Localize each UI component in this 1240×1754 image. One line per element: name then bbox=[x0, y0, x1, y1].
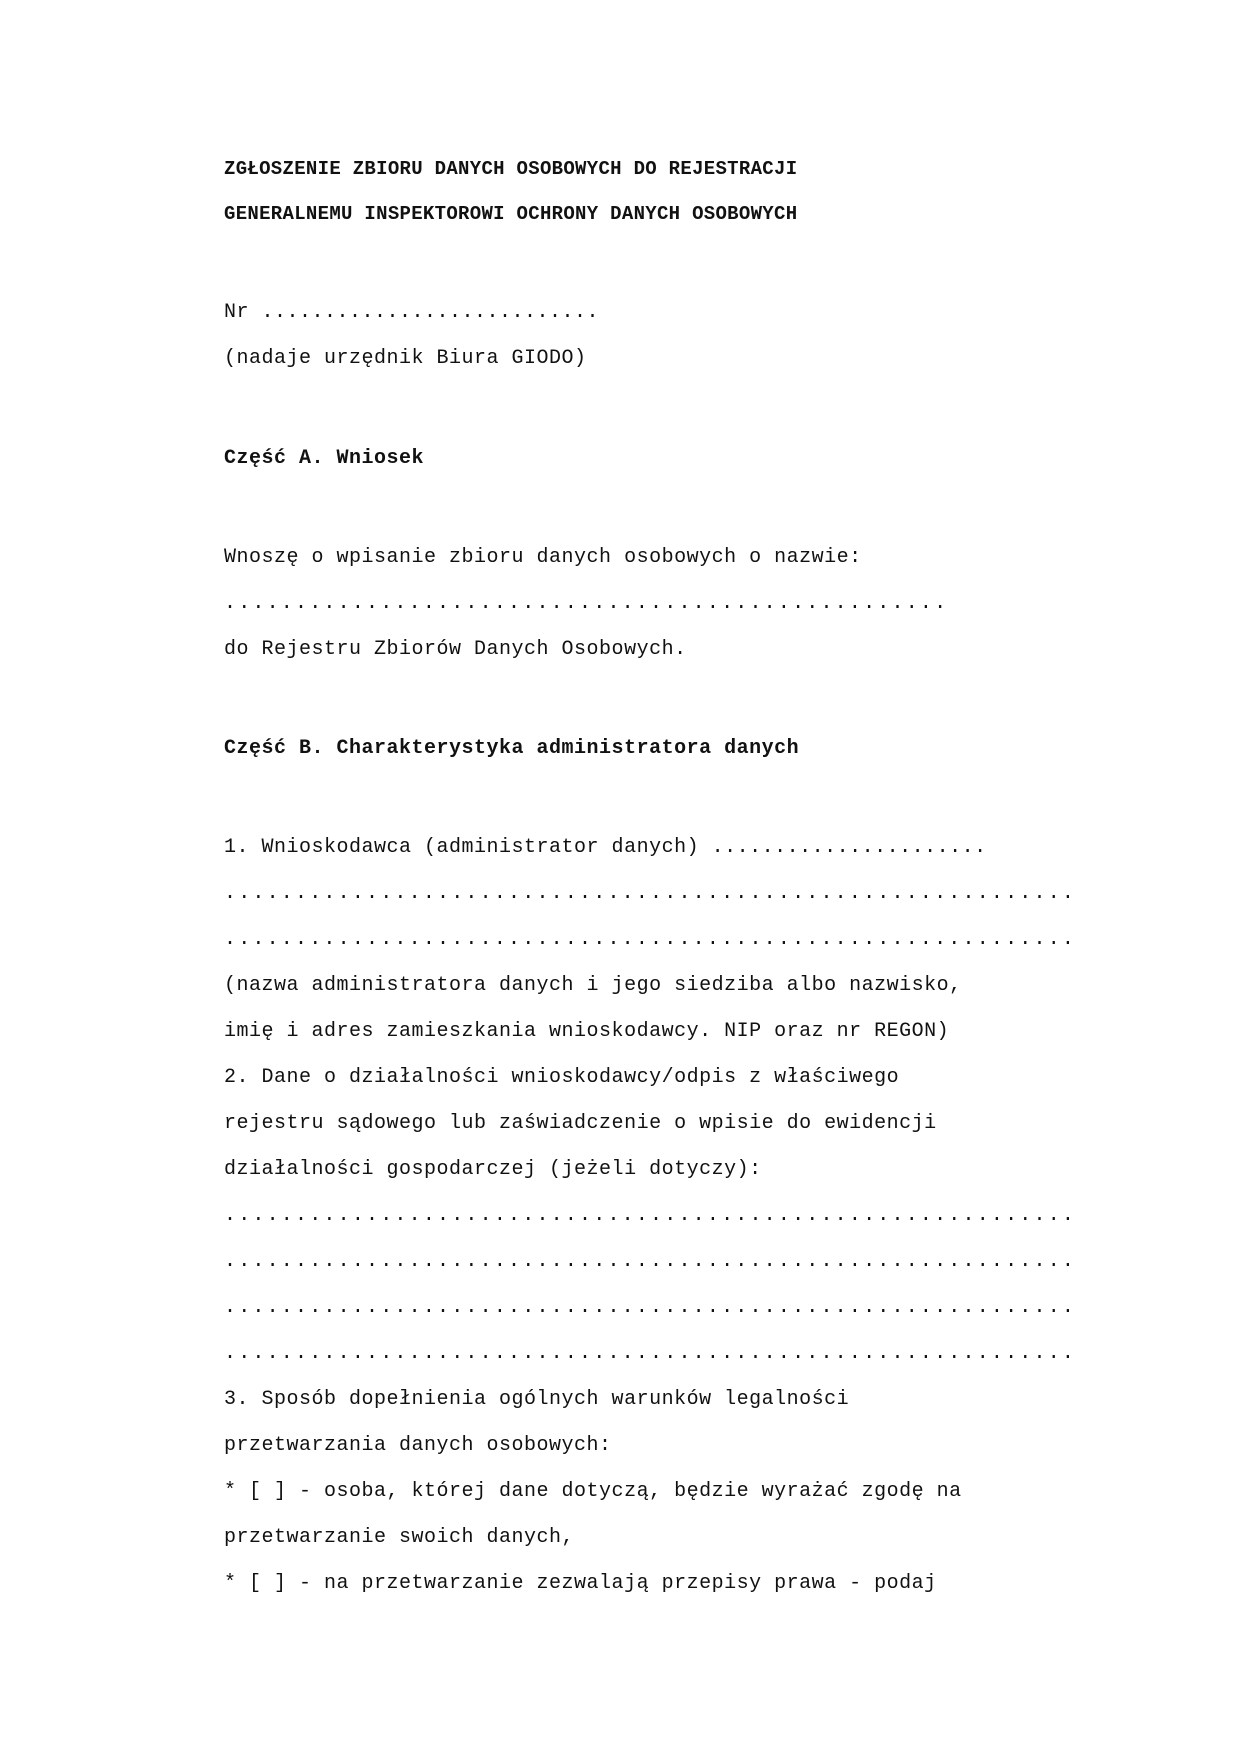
part-a-heading: Część A. Wniosek bbox=[224, 447, 425, 470]
document-title-line-1: ZGŁOSZENIE ZBIORU DANYCH OSOBOWYCH DO REJESTRACJI bbox=[224, 158, 798, 180]
item-2-line-2: rejestru sądowego lub zaświadczenie o wpisie do ewidencji bbox=[224, 1112, 937, 1135]
part-a-registry-text: do Rejestru Zbiorów Danych Osobowych. bbox=[224, 638, 687, 661]
item-1-dotted-field-1: ............................................................ bbox=[224, 882, 1077, 905]
registration-number-field: Nr ........................... bbox=[224, 301, 600, 324]
collection-name-dotted-field: ................................................... bbox=[224, 592, 949, 615]
item-2-dotted-field-2: ............................................................ bbox=[224, 1250, 1077, 1273]
part-a-request-text: Wnoszę o wpisanie zbioru danych osobowych o nazwie: bbox=[224, 546, 862, 569]
item-2-dotted-field-3: ............................................................ bbox=[224, 1296, 1077, 1319]
item-3-line-1: 3. Sposób dopełnienia ogólnych warunków legalności bbox=[224, 1388, 850, 1411]
item-2-dotted-field-4: ............................................................ bbox=[224, 1342, 1077, 1365]
item-3-option-1-line-1: * [ ] - osoba, której dane dotyczą, będzie wyrażać zgodę na bbox=[224, 1480, 962, 1503]
item-1-note-line-1: (nazwa administratora danych i jego siedziba albo nazwisko, bbox=[224, 974, 962, 997]
document-title-line-2: GENERALNEMU INSPEKTOROWI OCHRONY DANYCH OSOBOWYCH bbox=[224, 203, 798, 225]
item-1-dotted-field-2: ............................................................ bbox=[224, 928, 1077, 951]
item-1-applicant-line: 1. Wnioskodawca (administrator danych) ...................... bbox=[224, 836, 987, 859]
item-3-option-2-line-1: * [ ] - na przetwarzanie zezwalają przepisy prawa - podaj bbox=[224, 1572, 937, 1595]
item-2-line-3: działalności gospodarczej (jeżeli dotyczy): bbox=[224, 1158, 762, 1181]
item-3-line-2: przetwarzania danych osobowych: bbox=[224, 1434, 612, 1457]
item-3-option-1-line-2: przetwarzanie swoich danych, bbox=[224, 1526, 575, 1549]
registration-number-note: (nadaje urzędnik Biura GIODO) bbox=[224, 347, 587, 370]
part-b-heading: Część B. Charakterystyka administratora danych bbox=[224, 737, 800, 760]
item-2-dotted-field-1: ............................................................ bbox=[224, 1204, 1077, 1227]
item-1-note-line-2: imię i adres zamieszkania wnioskodawcy. NIP oraz nr REGON) bbox=[224, 1020, 950, 1043]
item-2-line-1: 2. Dane o działalności wnioskodawcy/odpis z właściwego bbox=[224, 1066, 900, 1089]
